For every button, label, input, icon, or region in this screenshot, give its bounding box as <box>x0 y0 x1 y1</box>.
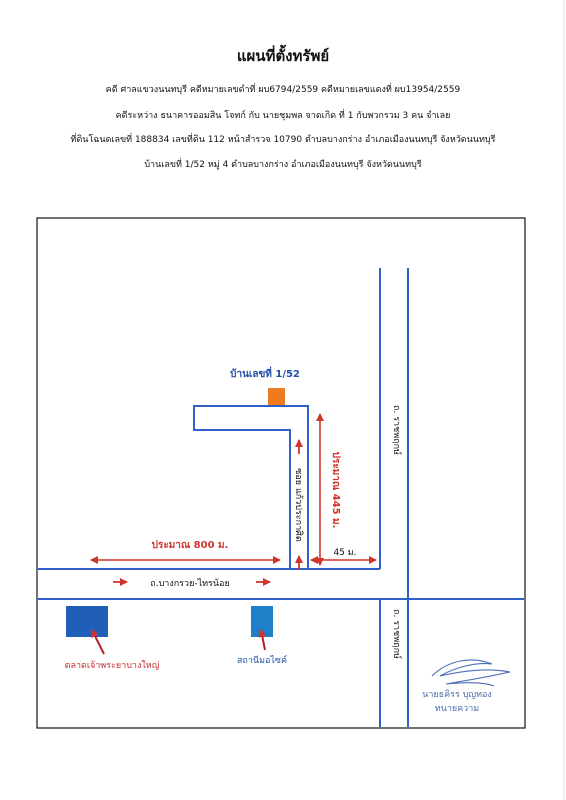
signer-role: ทนายความ <box>434 704 480 714</box>
deed-line: ที่ดินโฉนดเลขที่ 188834 เลขที่ดิน 112 หน้าสำรวจ 10790 ตำบลบางกร่าง อำเภอเมืองนนทบุรี จังหวัดนนทบุรี <box>70 135 496 145</box>
document-title: แผนที่ตั้งทรัพย์ <box>236 47 330 65</box>
soi-label: ซอย แก้วประกาศิต <box>293 468 303 542</box>
signer-name: นายธคิรร บุญทอง <box>422 690 492 700</box>
market-label: ตลาดเจ้าพระยาบางใหญ่ <box>64 661 160 671</box>
main-road-label: ถ.บางกรวย-ไทรน้อย <box>150 579 230 589</box>
dist-45-label: 45 ม. <box>333 548 357 558</box>
signature-scribble <box>432 660 510 686</box>
house-marker <box>268 388 285 405</box>
market-building <box>66 606 108 637</box>
case-number-line: คดี ศาลแขวงนนทบุรี คดีหมายเลขดำที่ ผบ6794/2559 คดีหมายเลขแดงที่ ผบ13954/2559 <box>105 85 461 95</box>
address-line: บ้านเลขที่ 1/52 หมู่ 4 ตำบลบางกร่าง อำเภอเมืองนนทบุรี จังหวัดนนทบุรี <box>144 160 422 170</box>
map-frame <box>37 218 525 728</box>
house-label: บ้านเลขที่ 1/52 <box>230 369 300 380</box>
parties-line: คดีระหว่าง ธนาคารออมสิน โจทก์ กับ นายชุมพล จาดเกิด ที่ 1 กับพวกรวม 3 คน จำเลย <box>115 111 451 121</box>
ratchaphruek-label-top: ถ. ราชพฤกษ์ <box>391 405 401 455</box>
station-label: สถานีมอไซค์ <box>236 656 288 666</box>
ratchaphruek-label-bottom: ถ. ราชพฤกษ์ <box>391 609 401 659</box>
dist-800-label: ประมาณ 800 ม. <box>151 540 229 551</box>
dist-445-label: ประมาณ 445 ม. <box>330 451 341 529</box>
